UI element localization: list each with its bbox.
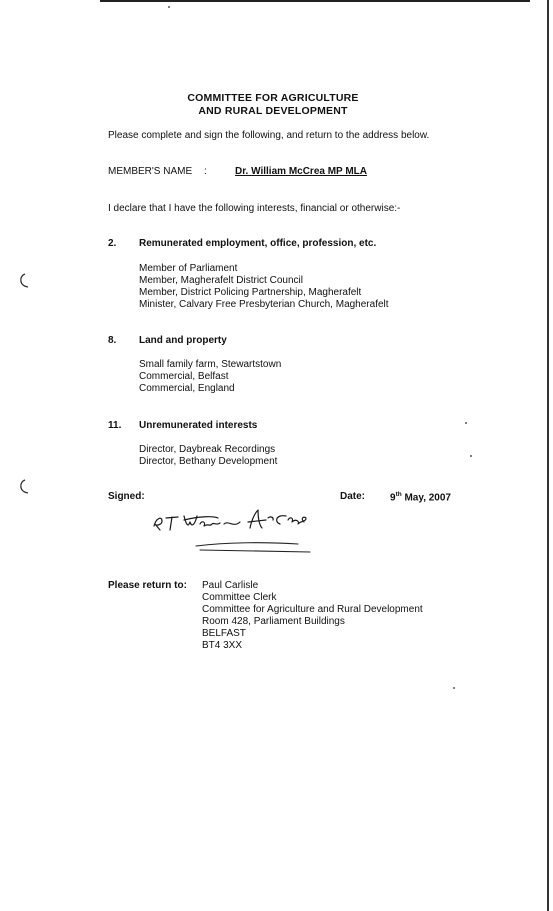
address-line: BT4 3XX <box>202 640 243 651</box>
address-line: Committee Clerk <box>202 592 277 603</box>
section-8-number: 8. <box>108 335 117 346</box>
date-suffix: th <box>395 491 402 498</box>
return-label: Please return to: <box>108 580 187 591</box>
scan-speck <box>470 455 472 457</box>
signed-label: Signed: <box>108 491 145 502</box>
title-line-1: COMMITTEE FOR AGRICULTURE <box>187 92 359 104</box>
title-line-2: AND RURAL DEVELOPMENT <box>198 105 348 117</box>
member-label: MEMBER'S NAME <box>108 166 193 177</box>
address-line: Committee for Agriculture and Rural Development <box>202 604 423 615</box>
date-value <box>390 491 451 503</box>
date-day: 9 <box>390 492 396 504</box>
section-8-heading: Land and property <box>139 335 227 346</box>
section-11-number: 11. <box>108 420 122 431</box>
member-colon: : <box>204 166 207 177</box>
section-11-item: Director, Bethany Development <box>139 456 278 467</box>
scan-speck <box>453 687 455 689</box>
punch-hole-mark-icon <box>16 478 32 498</box>
section-8-item: Commercial, England <box>139 383 235 394</box>
section-2-number: 2. <box>108 238 117 249</box>
address-line: Room 428, Parliament Buildings <box>202 616 345 627</box>
date-label: Date: <box>340 491 366 502</box>
member-name: Dr. William McCrea MP MLA <box>235 166 367 177</box>
section-2-heading: Remunerated employment, office, profession, etc. <box>139 238 377 249</box>
handwritten-signature <box>148 506 323 556</box>
address-line: BELFAST <box>202 628 246 639</box>
date-rest: May, 2007 <box>401 492 451 504</box>
declaration-text: I declare that I have the following interests, financial or otherwise:- <box>108 203 401 214</box>
section-2-item: Member of Parliament <box>139 263 238 274</box>
section-11-item: Director, Daybreak Recordings <box>139 444 276 455</box>
address-line: Paul Carlisle <box>202 580 259 591</box>
top-border-line <box>100 0 530 2</box>
right-border-line <box>547 0 549 911</box>
section-2-item: Minister, Calvary Free Presbyterian Church, Magherafelt <box>139 299 389 310</box>
section-11-heading: Unremunerated interests <box>139 420 258 431</box>
section-8-item: Commercial, Belfast <box>139 371 229 382</box>
section-2-item: Member, Magherafelt District Council <box>139 275 303 286</box>
section-8-item: Small family farm, Stewartstown <box>139 359 282 370</box>
scan-speck <box>168 6 170 8</box>
punch-hole-mark-icon <box>16 272 32 292</box>
scan-speck <box>465 422 467 424</box>
section-2-item: Member, District Policing Partnership, Magherafelt <box>139 287 362 298</box>
instruction-text: Please complete and sign the following, and return to the address below. <box>108 130 430 141</box>
